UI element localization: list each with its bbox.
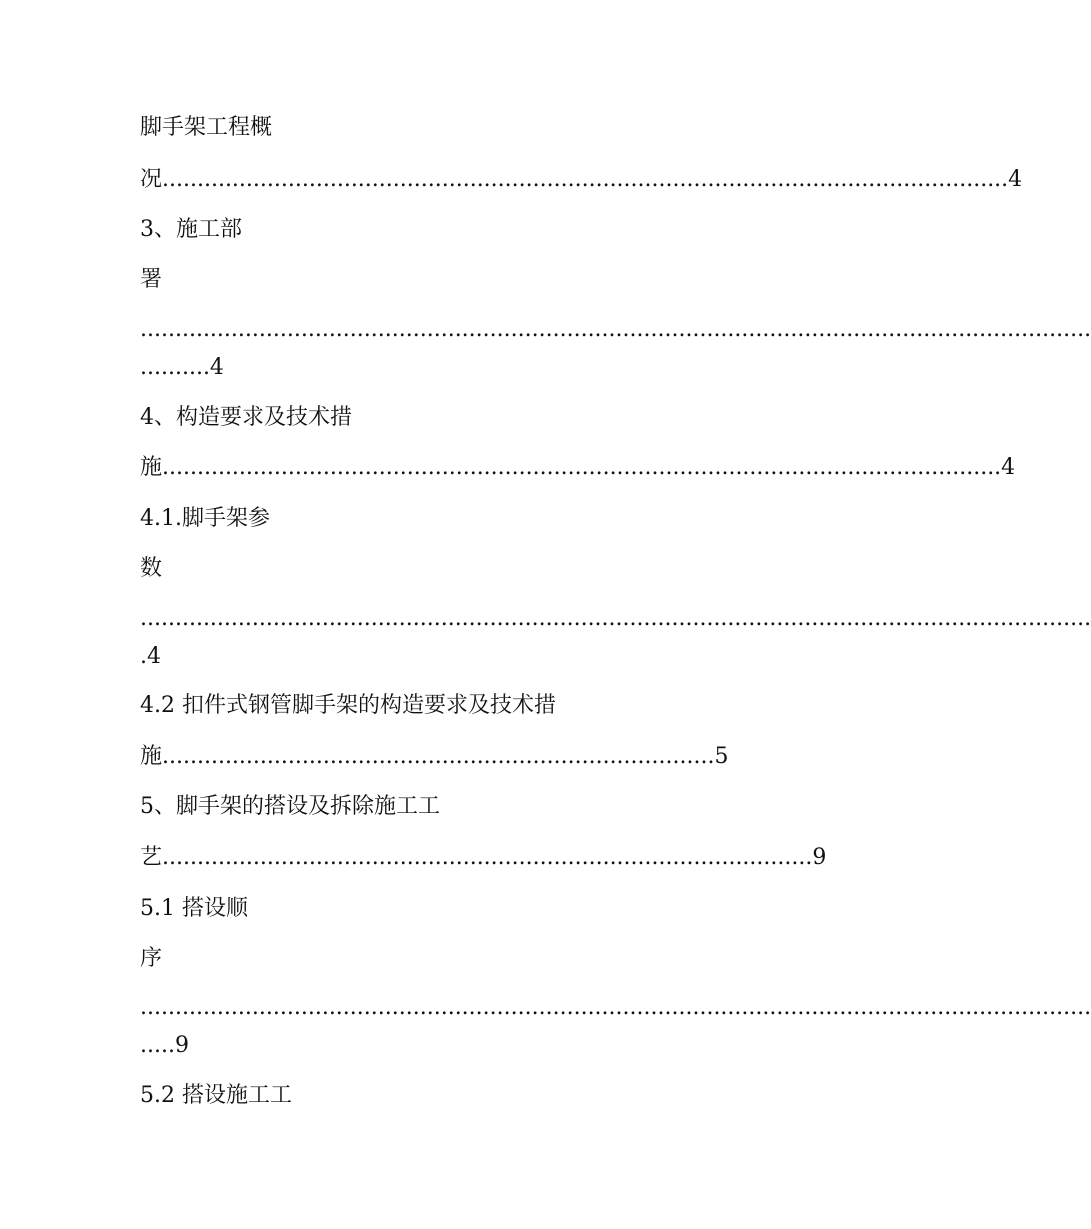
toc-line: ........................................................................................................................................	[140, 995, 1091, 1020]
toc-line: 脚手架工程概	[140, 115, 273, 140]
toc-line: 序	[140, 946, 163, 971]
toc-line: 4.2 扣件式钢管脚手架的构造要求及技术措	[140, 693, 556, 718]
toc-line: 施........................................................................................................................4	[140, 455, 1016, 480]
toc-line: 艺.............................................................................................9	[140, 845, 827, 870]
toc-line: 数	[140, 556, 163, 581]
toc-line: 4、构造要求及技术措	[140, 405, 352, 430]
toc-line: 况.........................................................................................................................4	[140, 167, 1023, 192]
toc-line: 3、施工部	[140, 217, 242, 242]
toc-line: 4.1.脚手架参	[140, 506, 270, 531]
toc-line: 5.2 搭设施工工	[140, 1083, 292, 1108]
toc-line: ........................................................................................................................................	[140, 317, 1091, 342]
toc-line: 施...............................................................................5	[140, 744, 729, 769]
toc-line: .4	[140, 644, 161, 669]
toc-line: 署	[140, 267, 163, 292]
toc-line: .....9	[140, 1033, 189, 1058]
toc-line: 5.1 搭设顺	[140, 896, 248, 921]
toc-line: ........................................................................................................................................	[140, 606, 1091, 631]
toc-line: 5、脚手架的搭设及拆除施工工	[140, 794, 440, 819]
toc-line: ..........4	[140, 355, 224, 380]
